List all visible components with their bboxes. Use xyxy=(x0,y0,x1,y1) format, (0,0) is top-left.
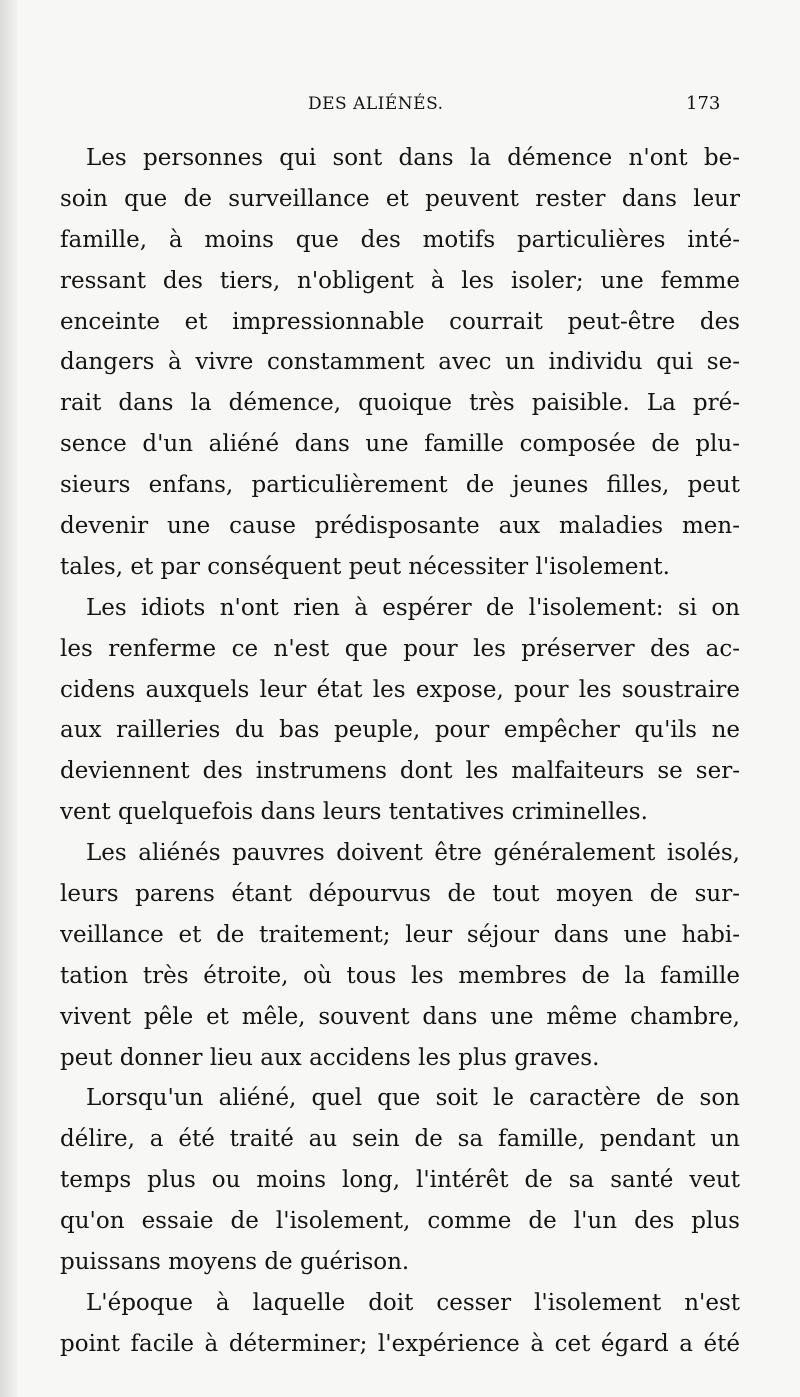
text-line: L'époque à laquelle doit cesser l'isolement n'est xyxy=(86,1289,740,1316)
text-line: famille, à moins que des motifs particulières inté- xyxy=(60,226,740,253)
text-line: rait dans la démence, quoique très paisible. La pré- xyxy=(60,390,740,417)
text-line: veillance et de traitement; leur séjour dans une habi- xyxy=(60,921,740,948)
paragraph xyxy=(60,833,740,1078)
text-line: deviennent des instrumens dont les malfaiteurs se ser- xyxy=(60,758,740,785)
text-line: temps plus ou moins long, l'intérêt de sa santé veut xyxy=(60,1167,740,1194)
text-line: aux railleries du bas peuple, pour empêcher qu'ils ne xyxy=(60,717,740,744)
text-line: point facile à déterminer; l'expérience à cet égard a été xyxy=(60,1330,740,1357)
paragraph xyxy=(60,588,740,833)
text-line: tales, et par conséquent peut nécessiter l'isolement. xyxy=(60,553,670,580)
text-line: puissans moyens de guérison. xyxy=(60,1249,410,1276)
page-number: 173 xyxy=(686,93,721,114)
text-line: enceinte et impressionnable courrait peut-être des xyxy=(60,308,740,335)
paragraph xyxy=(60,1078,740,1282)
text-line: dangers à vivre constamment avec un individu qui se- xyxy=(60,349,740,376)
page-gutter-shadow xyxy=(0,0,18,1397)
body-text xyxy=(60,138,740,1365)
paragraph xyxy=(60,138,740,588)
text-line: vivent pêle et mêle, souvent dans une même chambre, xyxy=(60,1003,740,1030)
running-header xyxy=(0,92,800,116)
text-line: qu'on essaie de l'isolement, comme de l'un des plus xyxy=(60,1208,740,1235)
text-line: vent quelquefois dans leurs tentatives criminelles. xyxy=(60,799,648,826)
running-title: DES ALIÉNÉS. xyxy=(308,94,444,114)
text-line: peut donner lieu aux accidens les plus graves. xyxy=(60,1044,600,1071)
paragraph xyxy=(60,1283,740,1365)
text-line: leurs parens étant dépourvus de tout moyen de sur- xyxy=(60,881,740,908)
text-line: Lorsqu'un aliéné, quel que soit le caractère de son xyxy=(86,1085,740,1112)
text-line: sence d'un aliéné dans une famille composée de plu- xyxy=(60,431,740,458)
text-line: cidens auxquels leur état les expose, pour les soustraire xyxy=(60,676,740,703)
text-line: ressant des tiers, n'obligent à les isoler; une femme xyxy=(60,267,740,294)
text-line: sieurs enfans, particulièrement de jeunes filles, peut xyxy=(60,472,740,499)
text-line: Les aliénés pauvres doivent être généralement isolés, xyxy=(86,840,740,867)
text-line: Les idiots n'ont rien à espérer de l'isolement: si on xyxy=(86,594,740,621)
text-line: soin que de surveillance et peuvent rester dans leur xyxy=(60,185,740,212)
text-line: Les personnes qui sont dans la démence n'ont be- xyxy=(86,145,740,171)
text-line: devenir une cause prédisposante aux maladies men- xyxy=(60,513,740,540)
text-line: les renferme ce n'est que pour les préserver des ac- xyxy=(60,635,740,662)
text-line: tation très étroite, où tous les membres de la famille xyxy=(60,962,740,989)
text-line: délire, a été traité au sein de sa famille, pendant un xyxy=(60,1126,740,1153)
